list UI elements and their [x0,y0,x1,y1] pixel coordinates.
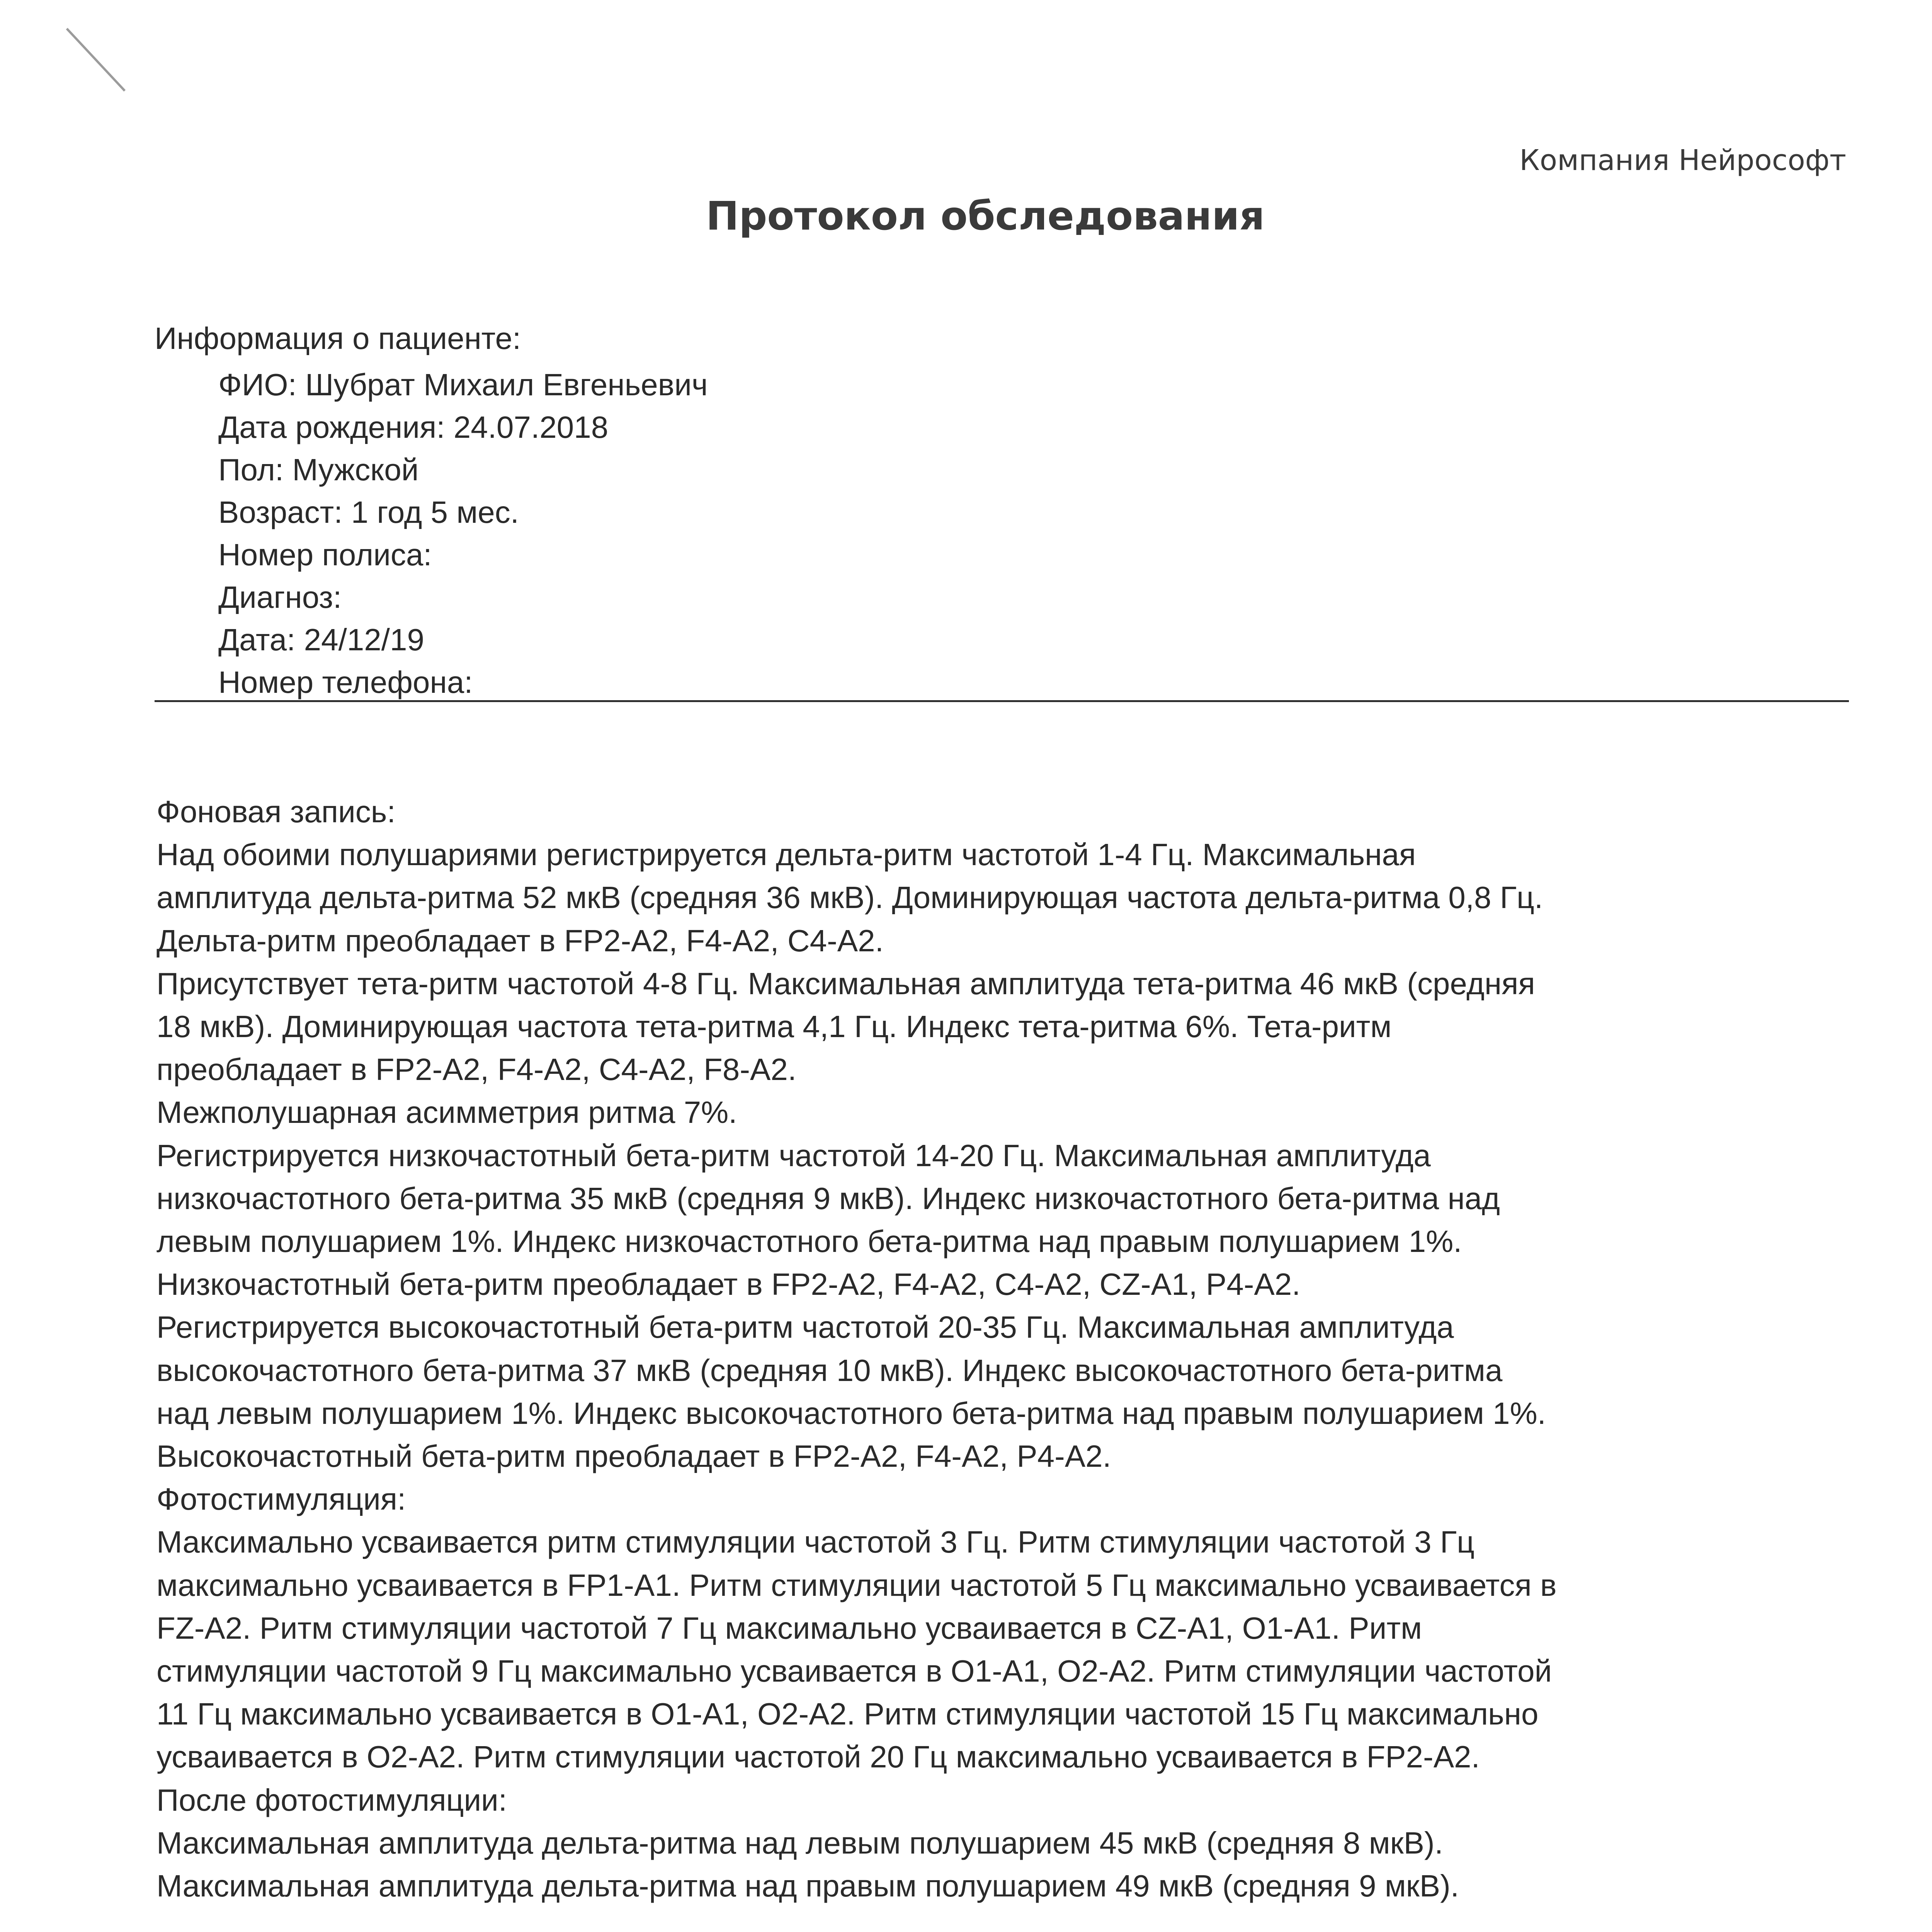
body-line: Фотостимуляция: [156,1482,406,1517]
body-line: Присутствует тета-ритм частотой 4-8 Гц. Максимальная амплитуда тета-ритма 46 мкВ (средняя [156,966,1535,1001]
body-line: усваивается в O2-A2. Ритм стимуляции частотой 20 Гц максимально усваивается в FP2-A2. [156,1740,1480,1774]
patient-field-name: ФИО: Шубрат Михаил Евгеньевич [218,367,708,402]
body-line: Регистрируется низкочастотный бета-ритм частотой 14-20 Гц. Максимальная амплитуда [156,1138,1431,1173]
body-line: Межполушарная асимметрия ритма 7%. [156,1095,737,1130]
patient-field-phone: Номер телефона: [218,665,473,699]
patient-field-sex: Пол: Мужской [218,452,419,487]
patient-info-list [218,364,708,704]
body-line: Фоновая запись: [156,794,396,829]
patient-field-date: Дата: 24/12/19 [218,622,425,657]
company-name: Компания Нейрософт [1519,144,1846,177]
body-line: Максимальная амплитуда дельта-ритма над левым полушарием 45 мкВ (средняя 8 мкВ). [156,1825,1443,1860]
body-line: над левым полушарием 1%. Индекс высокочастотного бета-ритма над правым полушарием 1%. [156,1396,1546,1430]
patient-field-birthdate: Дата рождения: 24.07.2018 [218,410,609,444]
body-line: Максимально усваивается ритм стимуляции частотой 3 Гц. Ритм стимуляции частотой 3 Гц [156,1525,1475,1560]
body-line: FZ-A2. Ритм стимуляции частотой 7 Гц максимально усваивается в CZ-A1, O1-A1. Ритм [156,1611,1422,1645]
patient-field-diagnosis: Диагноз: [218,580,342,614]
body-line: Высокочастотный бета-ритм преобладает в FP2-A2, F4-A2, P4-A2. [156,1439,1111,1474]
body-line: амплитуда дельта-ритма 52 мкВ (средняя 36 мкВ). Доминирующая частота дельта-ритма 0,8 Гц. [156,880,1543,915]
divider [155,700,1849,702]
body-line: 18 мкВ). Доминирующая частота тета-ритма 4,1 Гц. Индекс тета-ритма 6%. Тета-ритм [156,1009,1392,1044]
body-line: Низкочастотный бета-ритм преобладает в FP2-A2, F4-A2, C4-A2, CZ-A1, P4-A2. [156,1267,1301,1302]
body-line: Максимальная амплитуда дельта-ритма над правым полушарием 49 мкВ (средняя 9 мкВ). [156,1869,1459,1903]
body-line: низкочастотного бета-ритма 35 мкВ (средняя 9 мкВ). Индекс низкочастотного бета-ритма над [156,1181,1500,1216]
body-line: После фотостимуляции: [156,1782,507,1817]
patient-field-age: Возраст: 1 год 5 мес. [218,495,519,529]
body-line: Регистрируется высокочастотный бета-ритм частотой 20-35 Гц. Максимальная амплитуда [156,1310,1454,1345]
patient-field-policy: Номер полиса: [218,537,432,572]
body-line: стимуляции частотой 9 Гц максимально усваивается в O1-A1, O2-A2. Ритм стимуляции частотой [156,1654,1552,1689]
eeg-description [156,790,1864,1907]
body-line: максимально усваивается в FP1-A1. Ритм стимуляции частотой 5 Гц максимально усваивается в [156,1568,1557,1602]
page-title: Протокол обследования [706,193,1265,239]
body-line: преобладает в FP2-A2, F4-A2, C4-A2, F8-A2. [156,1052,797,1087]
body-line: Над обоими полушариями регистрируется дельта-ритм частотой 1-4 Гц. Максимальная [156,837,1416,872]
scan-mark [66,28,126,92]
body-line: левым полушарием 1%. Индекс низкочастотного бета-ритма над правым полушарием 1%. [156,1224,1462,1259]
body-line: Дельта-ритм преобладает в FP2-A2, F4-A2, C4-A2. [156,923,884,958]
body-line: высокочастотного бета-ритма 37 мкВ (средняя 10 мкВ). Индекс высокочастотного бета-ритма [156,1353,1503,1388]
body-line: 11 Гц максимально усваивается в O1-A1, O2-A2. Ритм стимуляции частотой 15 Гц максимально [156,1697,1539,1731]
patient-info-heading: Информация о пациенте: [155,321,521,355]
